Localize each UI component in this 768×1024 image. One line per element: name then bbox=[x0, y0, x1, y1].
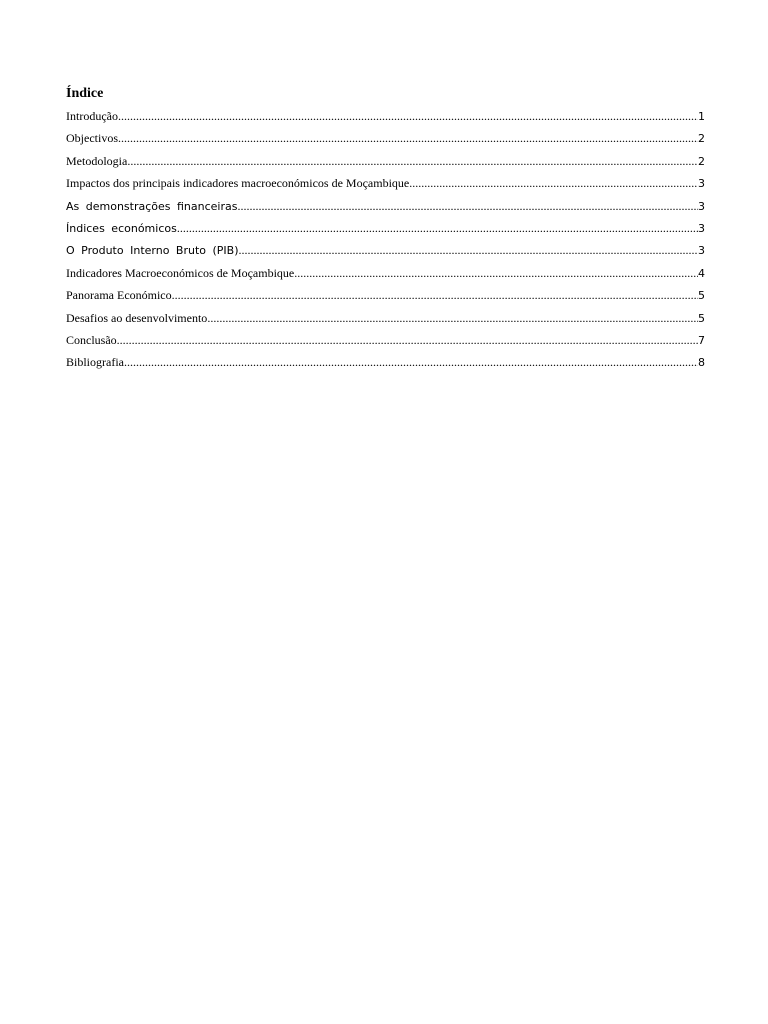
toc-dot-leader bbox=[412, 176, 698, 191]
toc-entry-text: Indicadores Macroeconómicos de Moçambique bbox=[66, 265, 295, 280]
toc-entry-impactos[interactable] bbox=[66, 176, 705, 198]
toc-entry-desafios[interactable] bbox=[66, 311, 705, 333]
toc-dot-leader bbox=[237, 199, 698, 214]
toc-dot-leader bbox=[127, 154, 698, 169]
toc-entry-text: Impactos dos principais indicadores macroeconómicos de Moçambique. bbox=[66, 176, 413, 191]
toc-dot-leader bbox=[239, 243, 698, 258]
toc-entry-text: Desafios ao desenvolvimento bbox=[66, 310, 208, 325]
toc-page-number: 3 bbox=[698, 199, 705, 213]
toc-heading: Índice bbox=[66, 86, 104, 101]
toc-dot-leader bbox=[117, 333, 698, 348]
toc-dot-leader bbox=[118, 109, 698, 124]
toc-entry-text: Panorama Económico bbox=[66, 288, 172, 303]
toc-page-number: 2 bbox=[698, 132, 705, 146]
toc-entry-introducao[interactable] bbox=[66, 109, 705, 131]
toc-entry-indices[interactable] bbox=[66, 221, 705, 243]
toc-page-number: 4 bbox=[698, 266, 705, 280]
toc-entry-text: As demonstrações financeiras bbox=[66, 199, 238, 213]
toc-entry-demonstracoes[interactable] bbox=[66, 199, 705, 221]
toc-entry-text: Objectivos bbox=[66, 131, 118, 146]
toc-dot-leader bbox=[118, 131, 698, 146]
toc-entry-objectivos[interactable] bbox=[66, 131, 705, 153]
toc-entry-metodologia[interactable] bbox=[66, 154, 705, 176]
toc-page-number: 3 bbox=[698, 244, 705, 258]
toc-page-number: 1 bbox=[698, 110, 705, 123]
toc-entry-text: Metodologia bbox=[66, 153, 128, 168]
toc-entry-bibliografia[interactable] bbox=[66, 355, 705, 377]
toc-dot-leader bbox=[124, 355, 698, 370]
toc-entry-text: Índices económicos bbox=[66, 221, 177, 235]
toc-dot-leader bbox=[172, 288, 698, 303]
toc-page-number: 5 bbox=[698, 289, 705, 303]
toc-entry-indicadores[interactable] bbox=[66, 266, 705, 288]
toc-entry-text: Introdução bbox=[66, 109, 118, 123]
toc-dot-leader bbox=[177, 221, 698, 236]
toc-entry-text: Bibliografia bbox=[66, 355, 124, 370]
toc-list bbox=[66, 109, 705, 378]
toc-dot-leader bbox=[294, 266, 698, 281]
toc-entry-pib[interactable] bbox=[66, 243, 705, 265]
toc-dot-leader bbox=[207, 311, 698, 326]
toc-entry-text: O Produto Interno Bruto (PIB) bbox=[66, 244, 239, 258]
toc-page-number: 3 bbox=[698, 221, 705, 235]
toc-entry-panorama[interactable] bbox=[66, 288, 705, 310]
toc-page-number: 5 bbox=[698, 311, 705, 325]
toc-page-number: 2 bbox=[698, 154, 705, 168]
toc-page-number: 8 bbox=[698, 356, 705, 370]
toc-page-number: 7 bbox=[698, 333, 705, 347]
toc-page-number: 3 bbox=[698, 177, 705, 191]
toc-entry-conclusao[interactable] bbox=[66, 333, 705, 355]
toc-entry-text: Conclusão bbox=[66, 332, 117, 347]
